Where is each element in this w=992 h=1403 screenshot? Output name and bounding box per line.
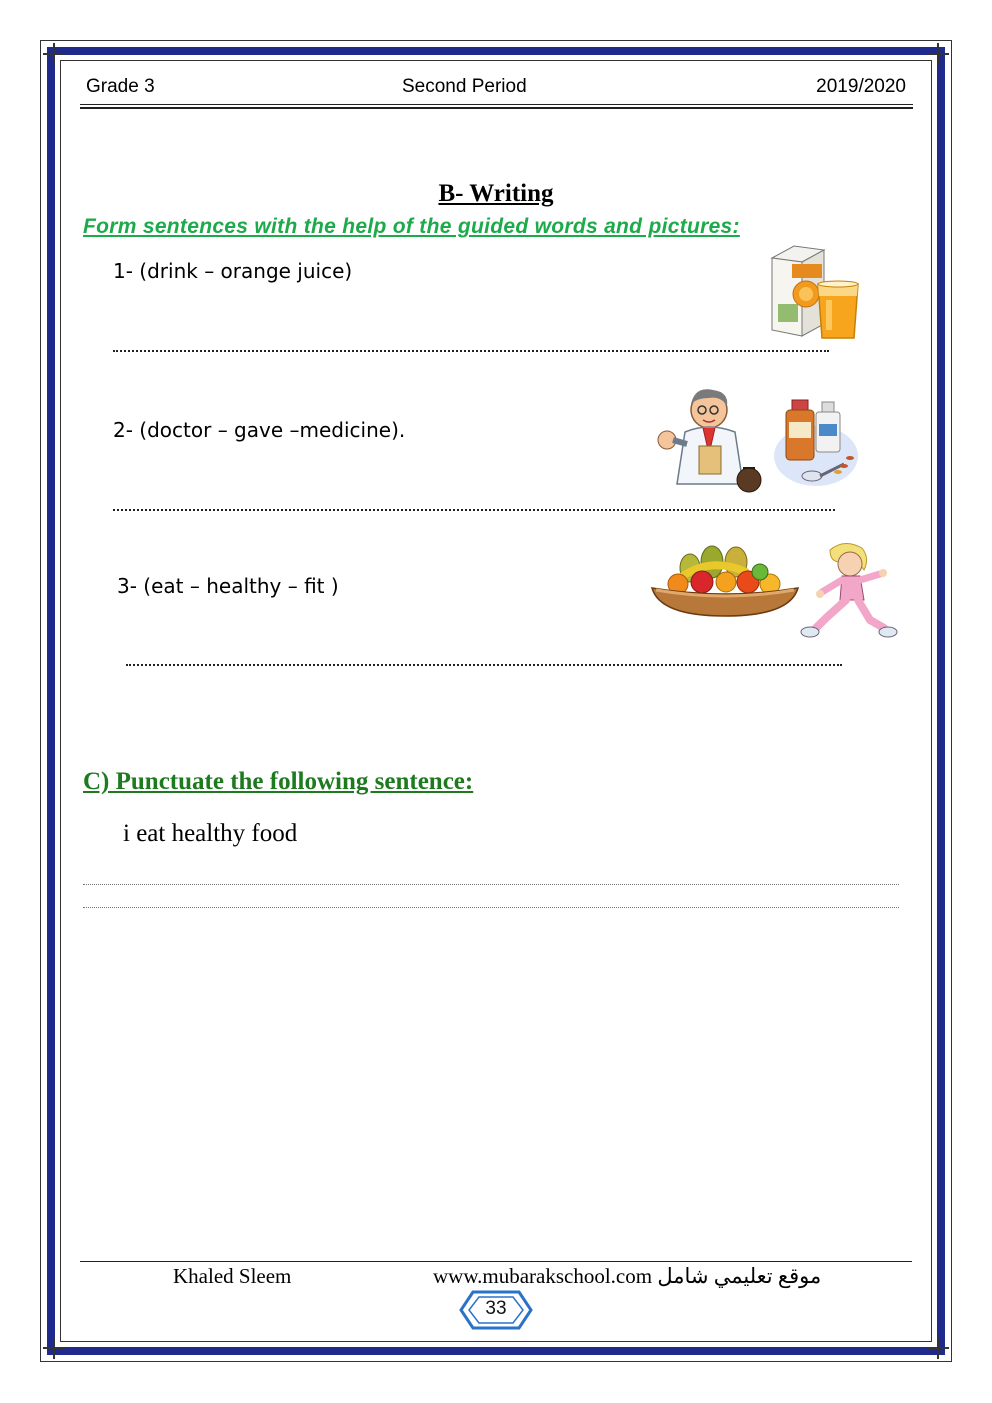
corner-ornament-bottom-left <box>43 1337 65 1359</box>
fruit-bowl-icon <box>650 542 800 618</box>
punctuation-answer-line-2[interactable] <box>83 907 899 908</box>
header-period: Second Period <box>402 76 527 97</box>
page-number: 33 <box>485 1298 507 1319</box>
footer-website: www.mubarakschool.com موقع تعليمي شامل <box>433 1264 822 1288</box>
header-rule-thin <box>80 104 913 105</box>
page-number-badge <box>459 1290 533 1330</box>
orange-juice-carton-icon <box>766 244 866 342</box>
writing-item-3: 3- (eat – healthy – fit ) <box>117 574 339 598</box>
punctuation-sentence: i eat healthy food <box>123 820 298 847</box>
punctuation-answer-line-1[interactable] <box>83 884 899 885</box>
header-rule-thick <box>80 107 913 109</box>
section-c-title: C) Punctuate the following sentence: <box>83 768 474 795</box>
corner-ornament-top-right <box>927 43 949 65</box>
medicine-bottles-icon <box>772 396 860 488</box>
footer-author: Khaled Sleem <box>173 1264 292 1288</box>
writing-item-1: 1- (drink – orange juice) <box>113 259 353 283</box>
footer-rule <box>80 1261 912 1262</box>
header-grade: Grade 3 <box>86 76 155 97</box>
writing-item-2: 2- (doctor – gave –medicine). <box>113 418 406 442</box>
section-b-title: B- Writing <box>438 180 554 207</box>
header-year: 2019/2020 <box>816 76 906 97</box>
doctor-icon <box>651 384 763 494</box>
section-b-instruction: Form sentences with the help of the guided words and pictures: <box>83 215 740 238</box>
corner-ornament-top-left <box>43 43 65 65</box>
running-girl-icon <box>800 540 898 644</box>
answer-line-3[interactable] <box>126 664 842 666</box>
page-header <box>80 76 912 104</box>
answer-line-1[interactable] <box>113 350 829 352</box>
corner-ornament-bottom-right <box>927 1337 949 1359</box>
answer-line-2[interactable] <box>113 509 835 511</box>
